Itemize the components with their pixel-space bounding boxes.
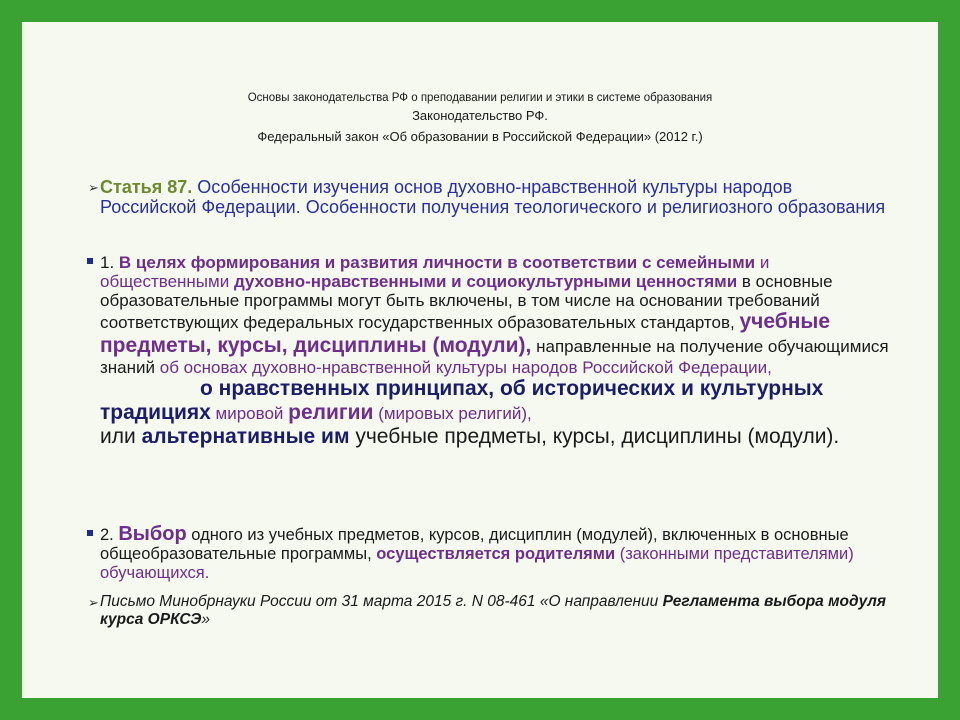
article-label: Статья 87. [100,177,193,197]
point1-text-a: и общественными [100,253,770,291]
point1-subjects: учебные предметы, курсы, дисциплины (модули), [100,310,830,357]
arrow-bullet-icon: ➢ [88,595,99,610]
square-bullet-icon [87,258,93,264]
article-title: Особенности изучения основ духовно-нравственной культуры народов Российской Федерации. Особенности получения теологического и религиозного образования [100,177,886,217]
header-line-1: Основы законодательства РФ о преподавании религии и этики в системе образования [247,92,713,104]
point1-text-d: учебные предметы, курсы, дисциплины (модули). [349,425,840,448]
square-bullet-icon [87,530,93,536]
point1-basics: об основах духовно-нравственной культуры народов Российской Федерации, [159,358,772,377]
point-2 [100,525,890,583]
letter-close: » [201,611,210,628]
header-line-2: Законодательство РФ. [412,108,548,123]
point-1 [100,253,890,449]
point1-number: 1. [100,253,119,272]
header-line-3: Федеральный закон «Об образовании в Российской Федерации» (2012 г.) [257,129,703,144]
point1-goal: В целях формирования и развития личности в соответствии с семейными [118,253,756,272]
letter-text: Письмо Минобрнауки России от 31 марта 2015 г. N 08-461 «О направлении [100,593,663,610]
letter-regulation: Регламента выбора модуля курса ОРКСЭ [100,593,886,628]
ministry-letter [88,593,890,629]
point1-religion: религии [288,401,374,424]
point1-world: мировой [210,404,289,423]
point2-text-b: (законными представителями) обучающихся. [100,545,854,582]
point1-religions: (мировых религий), [373,404,532,423]
point1-or: или [100,425,142,448]
point2-text-a: одного из учебных предметов, курсов, дисциплин (модулей), включенных в основные общеобразовательные программы, [100,526,849,563]
point2-choice: Выбор [118,523,187,545]
article-87 [88,177,890,217]
point1-principles: о нравственных принципах, об исторических и культурных традициях [100,377,824,424]
point2-number: 2. [100,526,119,544]
point1-values: духовно-нравственными и социокультурными ценностями [233,272,738,291]
point2-parents: осуществляется родителями [376,545,616,563]
point1-text-c: направленные на получение обучающимися знаний [100,337,889,377]
point1-text-b: в основные образовательные программы могут быть включены, в том числе на основании требований соответствующих федеральных государственных образовательных стандартов, [100,272,833,332]
arrow-bullet-icon: ➢ [88,180,99,195]
slide [22,22,938,698]
point1-alternative: альтернативные им [141,425,350,448]
